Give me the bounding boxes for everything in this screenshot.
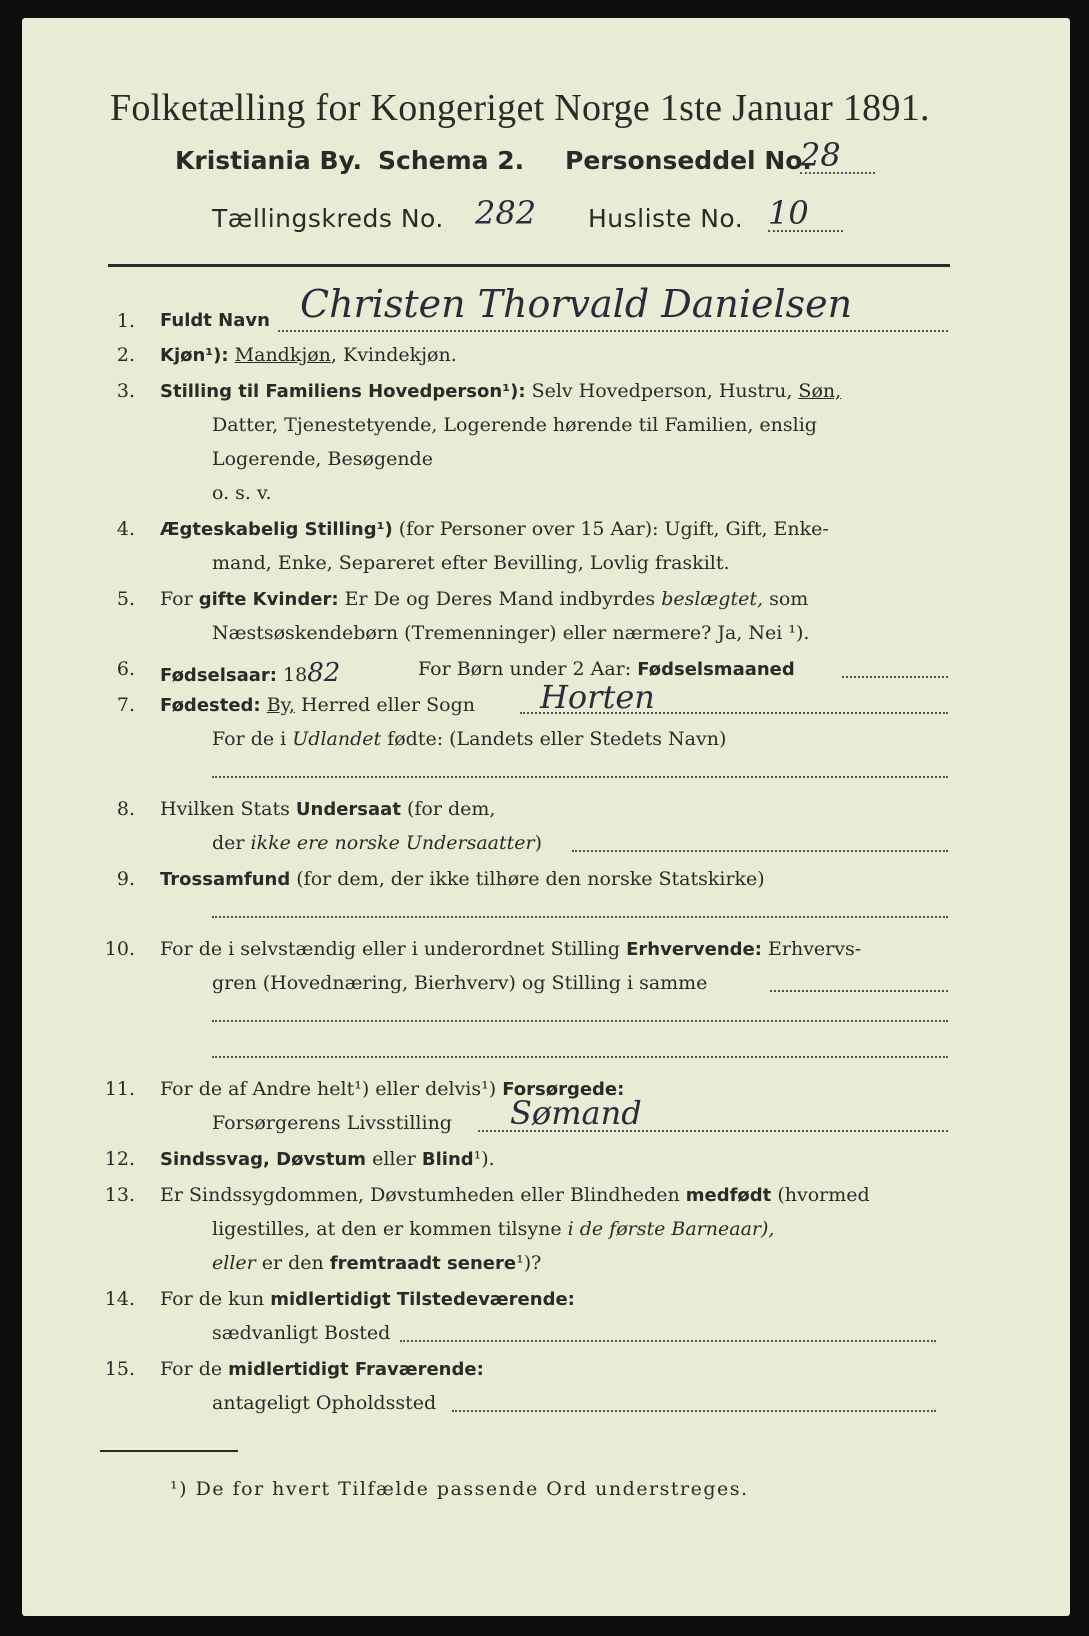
field-13-line1: Er Sindssygdommen, Døvstumheden eller Blindheden [160, 1184, 680, 1206]
field-15-line2: antageligt Opholdssted [212, 1392, 437, 1414]
field-3-line3: Logerende, Besøgende [212, 448, 433, 470]
field-12-label: Sindssvag, Døvstum [160, 1149, 367, 1170]
field-9-rest: (for dem, der ikke tilhøre den norske Statskirke) [296, 868, 765, 890]
birthplace-by-option: By, [266, 694, 295, 716]
field-6-number: 6. [116, 658, 135, 680]
field-10-line1: For de i selvstændig eller i underordnet Stilling [160, 938, 621, 960]
field-5-italic: beslægtet, [661, 588, 764, 610]
birth-year-prefix: 18 [283, 664, 308, 686]
field-5-number: 5. [116, 588, 135, 610]
field-4-number: 4. [116, 518, 135, 540]
field-6-mid: For Børn under 2 Aar: [418, 658, 632, 680]
field-2-number: 2. [116, 344, 135, 366]
provider-occupation-value: Sømand [510, 1094, 642, 1132]
field-8-label: Undersaat [295, 799, 401, 820]
field-11-label: Forsørgede: [502, 1079, 625, 1100]
field-4-label: Ægteskabelig Stilling¹) [160, 519, 393, 540]
field-4-line2: mand, Enke, Separeret efter Bevilling, Lovlig fraskilt. [212, 552, 730, 574]
field-8-line1b: (for dem, [406, 798, 496, 820]
kreds-label: Tællingskreds No. [212, 204, 444, 233]
field-7-line2a: For de i [212, 728, 287, 750]
field-10-line2: gren (Hovednæring, Bierhverv) og Stilling i samme [212, 972, 708, 994]
gender-male-option: Mandkjøn [234, 344, 331, 366]
birthplace-value: Horten [540, 678, 655, 716]
field-14-line2: sædvanligt Bosted [212, 1322, 391, 1344]
field-11-line1: For de af Andre helt¹) eller delvis¹) [160, 1078, 497, 1100]
field-3-line1: Selv Hovedperson, Hustru, [531, 380, 793, 402]
field-15-label: midlertidigt Fraværende: [228, 1359, 484, 1380]
field-7-rest: Herred eller Sogn [300, 694, 475, 716]
field-5-for: For [160, 588, 193, 610]
field-8-line2-italic: ikke ere norske Undersaatter [250, 832, 535, 854]
field-12-rest: eller [372, 1148, 416, 1170]
field-6-label2: Fødselsmaaned [637, 659, 795, 680]
field-5-som: som [769, 588, 809, 610]
husliste-number: 10 [768, 194, 809, 232]
husliste-label: Husliste No. [588, 204, 744, 233]
field-11-number: 11. [104, 1078, 135, 1100]
field-3-line4: o. s. v. [212, 482, 272, 504]
kreds-number: 282 [475, 194, 537, 232]
form-title: Folketælling for Kongeriget Norge 1ste Januar 1891. [110, 87, 930, 129]
city-label: Kristiania By. [175, 146, 363, 175]
field-7-number: 7. [116, 694, 135, 716]
footnote-rule [100, 1450, 238, 1452]
field-15-for: For de [160, 1358, 223, 1380]
field-9-label: Trossamfund [160, 869, 291, 890]
field-13-line2-italic: i de første Barneaar), [567, 1218, 775, 1240]
field-13-line1b: (hvormed [777, 1184, 870, 1206]
field-8-line1a: Hvilken Stats [160, 798, 290, 820]
field-15-number: 15. [104, 1358, 135, 1380]
field-13-line3-italic: eller [212, 1252, 256, 1274]
field-7-line2-italic: Udlandet [292, 728, 382, 750]
schema-label: Schema 2. [378, 146, 525, 175]
field-11-line2: Forsørgerens Livsstilling [212, 1112, 452, 1134]
field-13-line3b: ¹)? [516, 1252, 542, 1274]
field-3-number: 3. [116, 380, 135, 402]
header-rule [108, 264, 950, 267]
field-5-line2: Næstsøskendebørn (Tremenninger) eller nærmere? Ja, Nei ¹). [212, 622, 810, 644]
personseddel-number: 28 [800, 136, 841, 174]
field-13-line3a: er den [261, 1252, 324, 1274]
birth-year-value: 82 [307, 658, 341, 688]
field-1-label: Fuldt Navn [160, 310, 270, 331]
footnote: ¹) De for hvert Tilfælde passende Ord understreges. [170, 1478, 749, 1500]
field-1-number: 1. [116, 310, 135, 332]
field-10-line1b: Erhvervs- [768, 938, 862, 960]
field-8-line2a: der [212, 832, 245, 854]
field-6-label: Fødselsaar: [160, 665, 277, 686]
field-3-line2: Datter, Tjenestetyende, Logerende hørende til Familien, enslig [212, 414, 817, 436]
field-12-number: 12. [104, 1148, 135, 1170]
field-14-number: 14. [104, 1288, 135, 1310]
son-option: Søn, [798, 380, 842, 402]
field-2-label: Kjøn¹): [160, 345, 229, 366]
full-name-value: Christen Thorvald Danielsen [300, 282, 853, 326]
field-3-label: Stilling til Familiens Hovedperson¹): [160, 381, 526, 402]
field-8-number: 8. [116, 798, 135, 820]
field-13-label2: fremtraadt senere [329, 1253, 517, 1274]
field-13-line2a: ligestilles, at den er kommen tilsyne [212, 1218, 562, 1240]
field-13-label: medfødt [685, 1185, 772, 1206]
field-10-number: 10. [104, 938, 135, 960]
field-9-number: 9. [116, 868, 135, 890]
field-7-label: Fødested: [160, 695, 261, 716]
field-14-label: midlertidigt Tilstedeværende: [270, 1289, 575, 1310]
field-7-line2b: fødte: (Landets eller Stedets Navn) [387, 728, 727, 750]
field-5-label: gifte Kvinder: [198, 589, 339, 610]
field-5-line1: Er De og Deres Mand indbyrdes [344, 588, 656, 610]
field-4-line1: (for Personer over 15 Aar): Ugift, Gift, Enke- [398, 518, 829, 540]
field-12-end: ¹). [473, 1148, 495, 1170]
gender-rest: , Kvindekjøn. [330, 344, 457, 366]
field-10-label: Erhvervende: [626, 939, 762, 960]
field-14-for: For de kun [160, 1288, 265, 1310]
field-12-label2: Blind [421, 1149, 474, 1170]
field-13-number: 13. [104, 1184, 135, 1206]
personseddel-label: Personseddel No. [565, 146, 812, 175]
